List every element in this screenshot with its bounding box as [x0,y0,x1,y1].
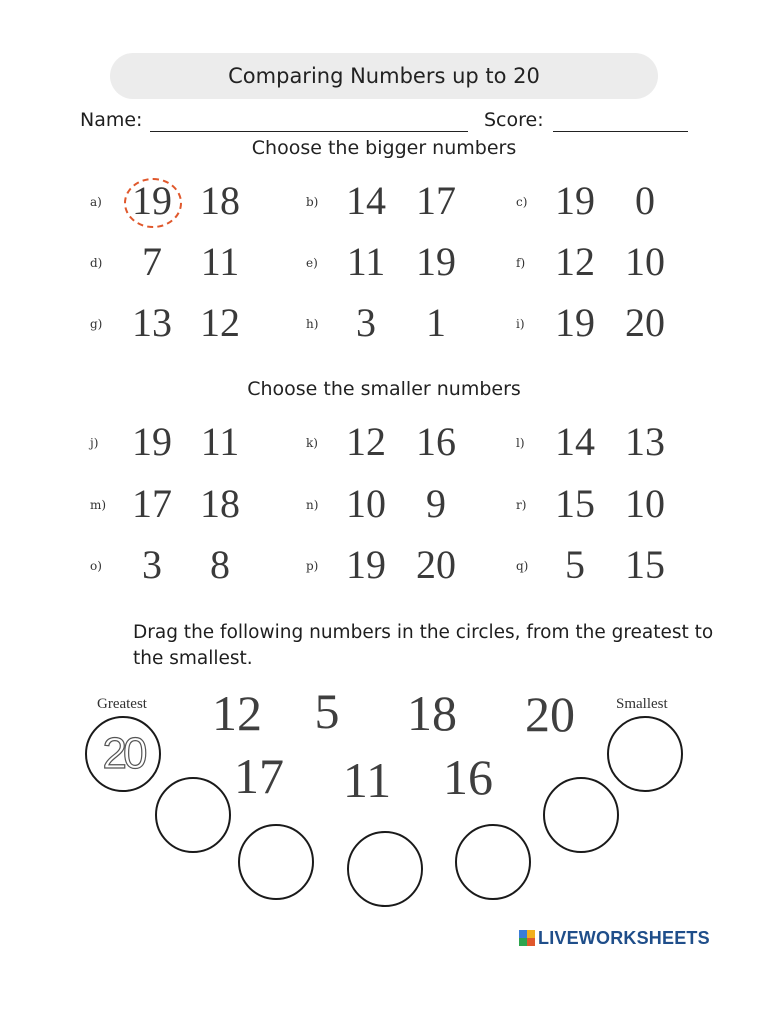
item-letter: e) [306,256,318,270]
name-field[interactable] [150,131,468,132]
name-label: Name: [80,109,143,131]
number-choice[interactable]: 11 [200,239,240,284]
number-choice[interactable]: 1 [426,300,446,345]
item-letter: l) [516,436,525,450]
bigger-heading: Choose the bigger numbers [251,137,517,159]
number-choice[interactable]: 7 [142,239,162,284]
number-choice[interactable]: 8 [210,542,230,587]
item-letter: k) [306,436,318,450]
number-choice[interactable]: 15 [625,542,665,587]
item-letter: b) [306,195,319,209]
item-letter: n) [306,498,319,512]
number-choice[interactable]: 0 [635,178,655,223]
number-choice[interactable]: 20 [625,300,665,345]
selected-answer-circle [124,178,182,228]
drop-circle-1[interactable] [85,716,161,792]
number-choice[interactable]: 19 [132,419,172,464]
item-letter: p) [306,559,319,573]
drag-number[interactable]: 16 [443,749,493,805]
number-choice[interactable]: 10 [625,481,665,526]
number-choice[interactable]: 12 [346,419,386,464]
greatest-label: Greatest [97,696,147,712]
score-label: Score: [484,109,544,131]
item-letter: j) [90,436,99,450]
number-choice[interactable]: 14 [555,419,595,464]
number-choice[interactable]: 16 [416,419,456,464]
drop-circle-7[interactable] [607,716,683,792]
number-choice[interactable]: 12 [200,300,240,345]
drag-number[interactable]: 5 [314,683,340,739]
logo-text: LIVEWORKSHEETS [538,927,710,948]
item-letter: a) [90,195,102,209]
number-choice[interactable]: 5 [565,542,585,587]
number-choice[interactable]: 17 [132,481,172,526]
drag-number[interactable]: 20 [525,686,575,742]
item-letter: d) [90,256,103,270]
number-choice[interactable]: 3 [142,542,162,587]
number-choice[interactable]: 19 [346,542,386,587]
item-letter: c) [516,195,528,209]
number-choice[interactable]: 18 [200,178,240,223]
number-choice[interactable]: 19 [555,300,595,345]
number-choice[interactable]: 10 [346,481,386,526]
number-choice[interactable]: 19 [132,178,172,223]
item-letter: h) [306,317,319,331]
drag-number[interactable]: 18 [407,685,457,741]
score-field [553,131,688,132]
number-choice[interactable]: 11 [200,419,240,464]
number-choice[interactable]: 18 [200,481,240,526]
drag-number[interactable]: 17 [234,748,284,804]
number-choice[interactable]: 15 [555,481,595,526]
liveworksheets-logo [519,927,710,949]
drag-number[interactable]: 11 [342,752,392,808]
smaller-heading: Choose the smaller numbers [247,378,521,400]
item-letter: i) [516,317,525,331]
number-choice[interactable]: 17 [416,178,456,223]
item-letter: q) [516,559,529,573]
number-choice[interactable]: 3 [356,300,376,345]
number-choice[interactable]: 13 [625,419,665,464]
worksheet-title: Comparing Numbers up to 20 [110,53,658,99]
smallest-label: Smallest [616,696,668,712]
item-letter: r) [516,498,527,512]
item-letter: f) [516,256,526,270]
number-choice[interactable]: 11 [346,239,386,284]
logo-squares-icon [519,930,535,946]
name-score-row [80,106,700,136]
number-choice[interactable]: 20 [416,542,456,587]
item-letter: o) [90,559,102,573]
drop-circle-5[interactable] [455,824,531,900]
drag-number[interactable]: 12 [212,685,262,741]
number-choice[interactable]: 13 [132,300,172,345]
drop-circle-3[interactable] [238,824,314,900]
number-choice[interactable]: 12 [555,239,595,284]
number-choice[interactable]: 10 [625,239,665,284]
number-choice[interactable]: 19 [416,239,456,284]
number-choice[interactable]: 14 [346,178,386,223]
item-letter: g) [90,317,103,331]
drop-circle-6[interactable] [543,777,619,853]
drop-circle-4[interactable] [347,831,423,907]
item-letter: m) [90,498,107,512]
number-choice[interactable]: 9 [426,481,446,526]
ordering-instruction: Drag the following numbers in the circles, from the greatest to the smallest. [133,622,714,669]
example-traced-number: 20 [102,729,144,778]
number-choice[interactable]: 19 [555,178,595,223]
